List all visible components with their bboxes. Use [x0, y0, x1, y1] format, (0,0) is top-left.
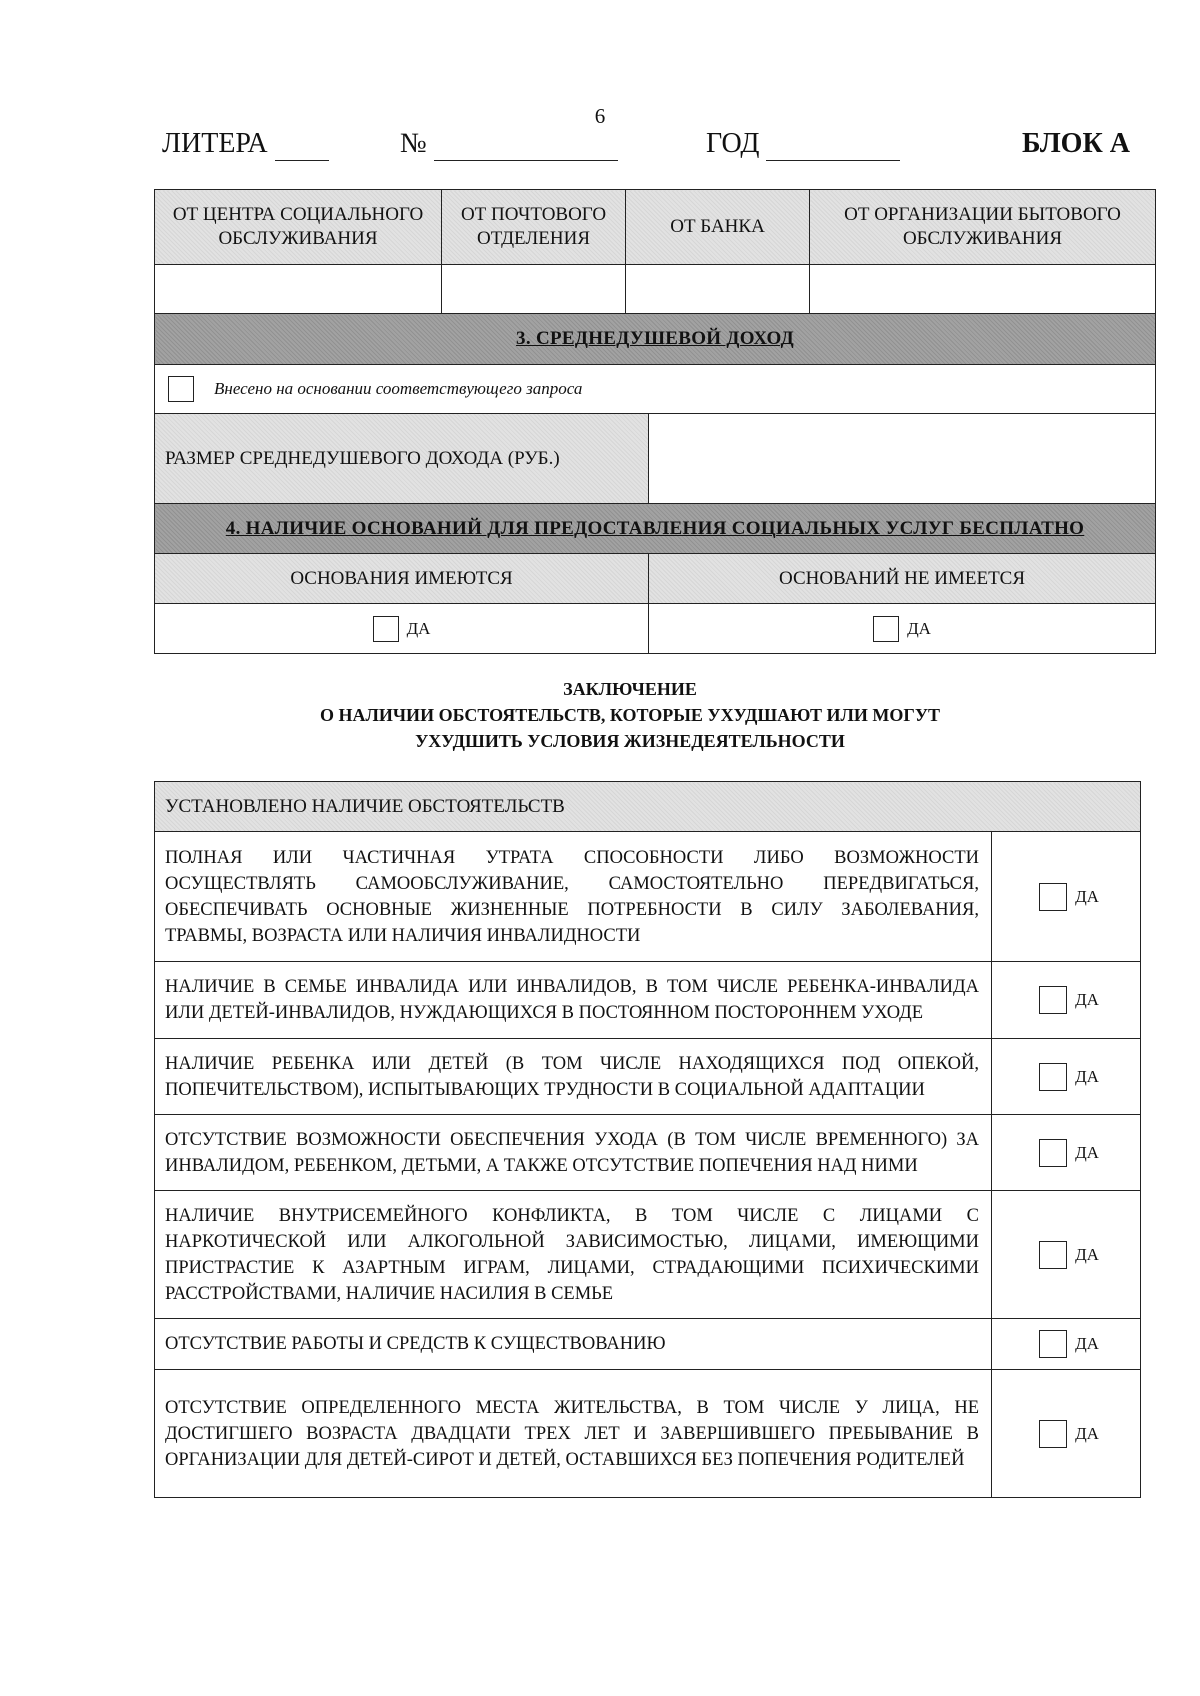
litera-label: ЛИТЕРА: [162, 128, 268, 159]
page-number: 6: [594, 104, 606, 128]
circumstance-row: [155, 832, 1141, 962]
circumstances-header: УСТАНОВЛЕНО НАЛИЧИЕ ОБСТОЯТЕЛЬСТВ: [155, 782, 1141, 832]
circumstance-check-cell: [992, 1039, 1141, 1115]
source-value-cell[interactable]: [155, 265, 442, 314]
da-label: ДА: [1075, 1423, 1099, 1443]
section3-title: 3. СРЕДНЕДУШЕВОЙ ДОХОД: [155, 314, 1156, 365]
circumstance-check-cell: [992, 1319, 1141, 1370]
conclusion-heading: [150, 676, 1110, 754]
section3-title-row: [155, 314, 1156, 365]
circumstance-text: НАЛИЧИЕ В СЕМЬЕ ИНВАЛИДА ИЛИ ИНВАЛИДОВ, В ТОМ ЧИСЛЕ РЕБЕНКА-ИНВАЛИДА ИЛИ ДЕТЕЙ-ИНВАЛИДОВ, НУЖДАЮЩИХСЯ В ПОСТОЯННОМ ПОСТОРОННЕМ УХОДЕ: [155, 962, 992, 1039]
source-header-cell: ОТ ОРГАНИЗАЦИИ БЫТОВОГО ОБСЛУЖИВАНИЯ: [810, 190, 1156, 265]
circumstance-check-cell: [992, 962, 1141, 1039]
section4-title-row: [155, 504, 1156, 554]
grounds-no-cell: [649, 604, 1156, 654]
conclusion-title: ЗАКЛЮЧЕНИЕ: [563, 679, 697, 699]
year-field: [706, 128, 900, 164]
circumstances-table: [154, 781, 1141, 1498]
number-label: №: [400, 128, 427, 159]
income-table: [154, 189, 1156, 654]
circumstance-checkbox[interactable]: [1039, 986, 1067, 1014]
source-header-cell: ОТ ПОЧТОВОГО ОТДЕЛЕНИЯ: [442, 190, 626, 265]
circumstance-check-cell: [992, 1370, 1141, 1498]
circumstance-text: ОТСУТСТВИЕ ОПРЕДЕЛЕННОГО МЕСТА ЖИТЕЛЬСТВА, В ТОМ ЧИСЛЕ У ЛИЦА, НЕ ДОСТИГШЕГО ВОЗРАСТА ДВАДЦАТИ ТРЕХ ЛЕТ И ЗАВЕРШИВШЕГО ПРЕБЫВАНИЕ В ОРГАНИЗАЦИИ ДЛЯ ДЕТЕЙ-СИРОТ И ДЕТЕЙ, ОСТАВШИХСЯ БЕЗ ПОПЕЧЕНИЯ РОДИТЕЛЕЙ: [155, 1370, 992, 1498]
income-size-row: [155, 414, 1156, 504]
request-note-text: Внесено на основании соответствующего запроса: [214, 379, 583, 398]
section4-title: 4. НАЛИЧИЕ ОСНОВАНИЙ ДЛЯ ПРЕДОСТАВЛЕНИЯ СОЦИАЛЬНЫХ УСЛУГ БЕСПЛАТНО: [155, 504, 1156, 554]
litera-field: [162, 128, 329, 164]
circumstance-row: [155, 1115, 1141, 1191]
circumstance-row: [155, 1319, 1141, 1370]
block-label: БЛОК А: [1022, 128, 1130, 159]
circumstance-checkbox[interactable]: [1039, 1420, 1067, 1448]
circumstance-text: НАЛИЧИЕ ВНУТРИСЕМЕЙНОГО КОНФЛИКТА, В ТОМ ЧИСЛЕ С ЛИЦАМИ С НАРКОТИЧЕСКОЙ ИЛИ АЛКОГОЛЬНОЙ ЗАВИСИМОСТЬЮ, ЛИЦАМИ, ИМЕЮЩИМИ ПРИСТРАСТИЕ К АЗАРТНЫМ ИГРАМ, ЛИЦАМИ, СТРАДАЮЩИМИ ПСИХИЧЕСКИМИ РАССТРОЙСТВАМИ, НАЛИЧИЕ НАСИЛИЯ В СЕМЬЕ: [155, 1191, 992, 1319]
circumstance-checkbox[interactable]: [1039, 1330, 1067, 1358]
circumstance-row: [155, 1191, 1141, 1319]
da-label: ДА: [1075, 1142, 1099, 1162]
da-label: ДА: [1075, 886, 1099, 906]
circumstance-check-cell: [992, 1115, 1141, 1191]
source-value-cell[interactable]: [626, 265, 810, 314]
grounds-check-row: [155, 604, 1156, 654]
circumstance-check-cell: [992, 832, 1141, 962]
da-label: ДА: [1075, 990, 1099, 1009]
litera-blank[interactable]: [275, 128, 329, 161]
number-field: [400, 128, 618, 164]
grounds-yes-header: ОСНОВАНИЯ ИМЕЮТСЯ: [155, 554, 649, 604]
year-label: ГОД: [706, 128, 760, 159]
circumstance-row: [155, 1370, 1141, 1498]
sources-value-row: [155, 265, 1156, 314]
year-blank[interactable]: [766, 128, 900, 161]
circumstance-text: НАЛИЧИЕ РЕБЕНКА ИЛИ ДЕТЕЙ (В ТОМ ЧИСЛЕ НАХОДЯЩИХСЯ ПОД ОПЕКОЙ, ПОПЕЧИТЕЛЬСТВОМ), ИСПЫТЫВАЮЩИХ ТРУДНОСТИ В СОЦИАЛЬНОЙ АДАПТАЦИИ: [155, 1039, 992, 1115]
grounds-yes-cell: [155, 604, 649, 654]
source-value-cell[interactable]: [442, 265, 626, 314]
source-header-cell: ОТ БАНКА: [626, 190, 810, 265]
request-note-cell: [155, 365, 1156, 414]
source-value-cell[interactable]: [810, 265, 1156, 314]
grounds-no-checkbox[interactable]: [873, 616, 899, 642]
da-label: ДА: [406, 618, 431, 638]
grounds-no-header: ОСНОВАНИЙ НЕ ИМЕЕТСЯ: [649, 554, 1156, 604]
conclusion-subtitle-line2: УХУДШИТЬ УСЛОВИЯ ЖИЗНЕДЕЯТЕЛЬНОСТИ: [415, 731, 845, 751]
da-label: ДА: [1075, 1244, 1099, 1264]
circumstance-checkbox[interactable]: [1039, 1241, 1067, 1269]
da-label: ДА: [1075, 1066, 1099, 1086]
income-size-label: РАЗМЕР СРЕДНЕДУШЕВОГО ДОХОДА (РУБ.): [155, 414, 649, 504]
request-note-row: [155, 365, 1156, 414]
income-size-value[interactable]: [649, 414, 1156, 504]
request-checkbox[interactable]: [168, 376, 194, 402]
circumstance-checkbox[interactable]: [1039, 883, 1067, 911]
circumstance-row: [155, 962, 1141, 1039]
grounds-yes-checkbox[interactable]: [373, 616, 399, 642]
circumstance-checkbox[interactable]: [1039, 1063, 1067, 1091]
circumstance-text: ПОЛНАЯ ИЛИ ЧАСТИЧНАЯ УТРАТА СПОСОБНОСТИ ЛИБО ВОЗМОЖНОСТИ ОСУЩЕСТВЛЯТЬ САМООБСЛУЖИВАНИЕ, САМОСТОЯТЕЛЬНО ПЕРЕДВИГАТЬСЯ, ОБЕСПЕЧИВАТЬ ОСНОВНЫЕ ЖИЗНЕННЫЕ ПОТРЕБНОСТИ В СИЛУ ЗАБОЛЕВАНИЯ, ТРАВМЫ, ВОЗРАСТА ИЛИ НАЛИЧИЯ ИНВАЛИДНОСТИ: [155, 832, 992, 962]
grounds-header-row: [155, 554, 1156, 604]
sources-header-row: [155, 190, 1156, 265]
circumstance-check-cell: [992, 1191, 1141, 1319]
circumstance-text: ОТСУТСТВИЕ РАБОТЫ И СРЕДСТВ К СУЩЕСТВОВАНИЮ: [155, 1319, 992, 1370]
circumstance-row: [155, 1039, 1141, 1115]
source-header-cell: ОТ ЦЕНТРА СОЦИАЛЬНОГО ОБСЛУЖИВАНИЯ: [155, 190, 442, 265]
da-label: ДА: [1075, 1334, 1099, 1353]
circumstance-text: ОТСУТСТВИЕ ВОЗМОЖНОСТИ ОБЕСПЕЧЕНИЯ УХОДА (В ТОМ ЧИСЛЕ ВРЕМЕННОГО) ЗА ИНВАЛИДОМ, РЕБЕНКОМ, ДЕТЬМИ, А ТАКЖЕ ОТСУТСТВИЕ ПОПЕЧЕНИЯ НАД НИМИ: [155, 1115, 992, 1191]
circumstances-header-row: [155, 782, 1141, 832]
conclusion-subtitle-line1: О НАЛИЧИИ ОБСТОЯТЕЛЬСТВ, КОТОРЫЕ УХУДШАЮТ ИЛИ МОГУТ: [319, 705, 941, 725]
da-label: ДА: [907, 618, 931, 638]
number-blank[interactable]: [434, 128, 618, 161]
circumstance-checkbox[interactable]: [1039, 1139, 1067, 1167]
